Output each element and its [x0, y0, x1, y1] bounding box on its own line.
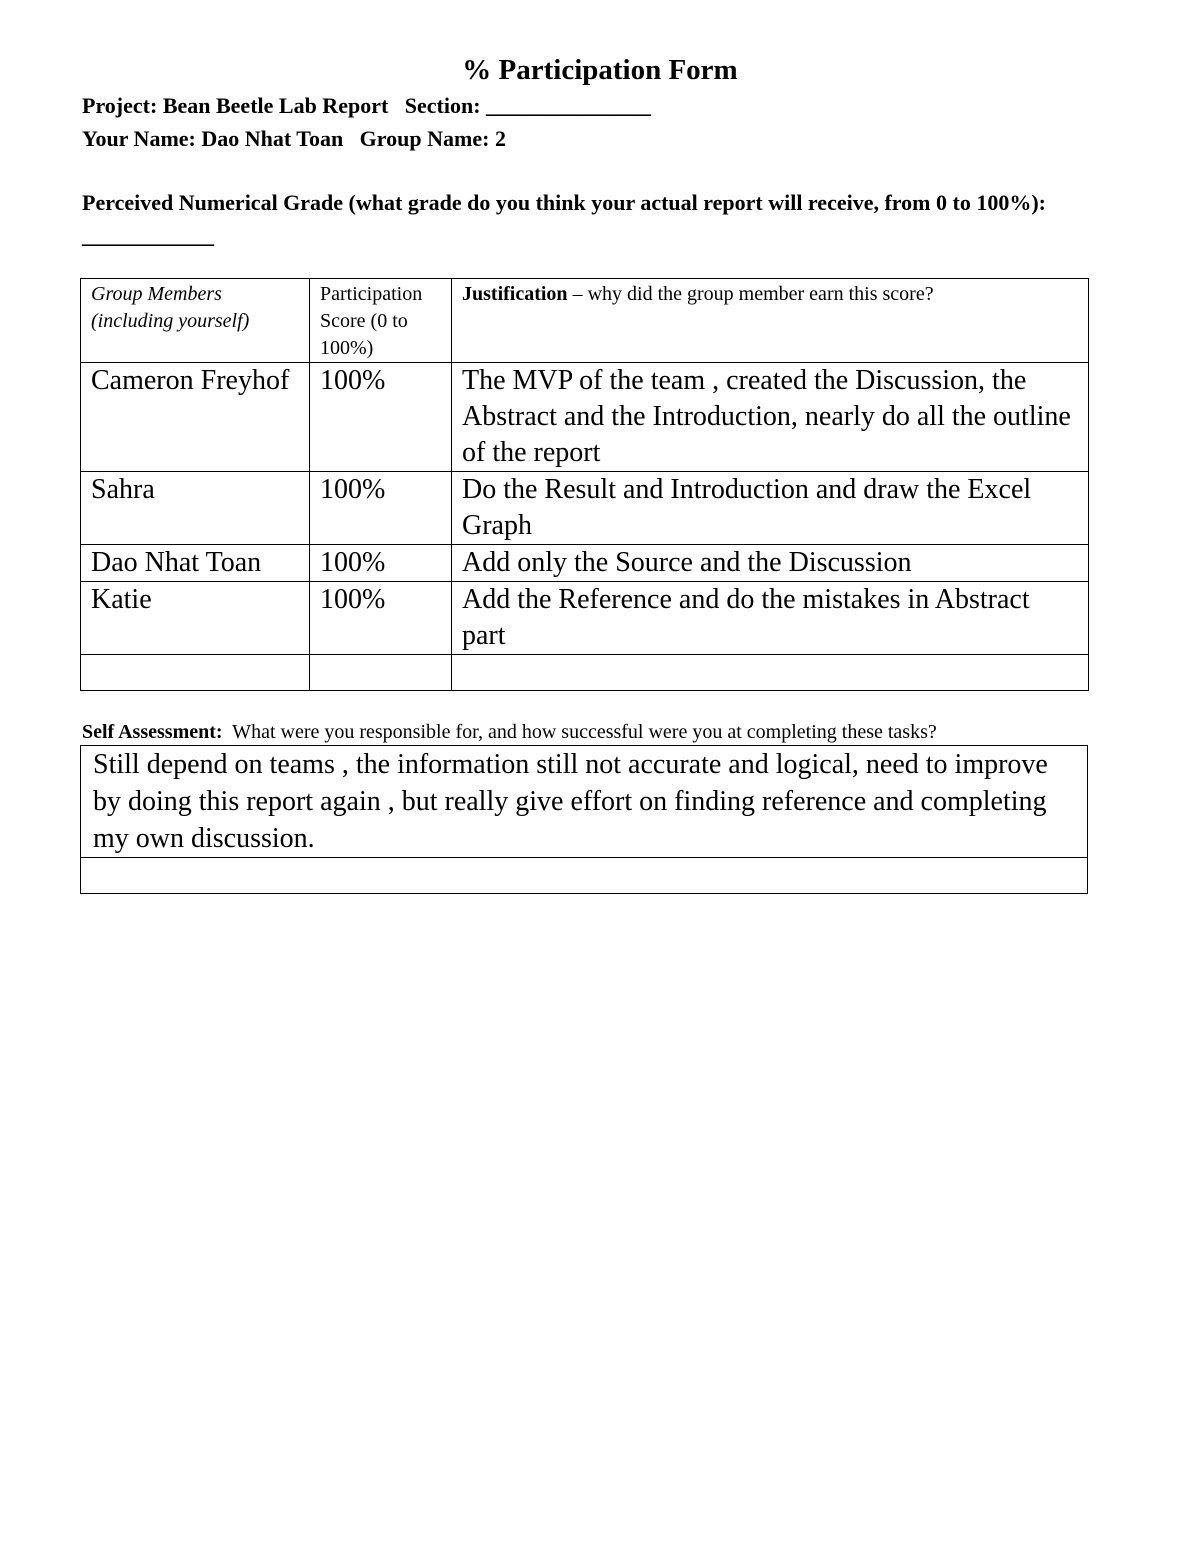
- self-assessment-prompt: [82, 719, 937, 745]
- empty-justification-cell[interactable]: [452, 655, 1089, 691]
- member-justification[interactable]: Add only the Source and the Discussion: [452, 545, 1089, 582]
- self-assessment-table: [80, 745, 1088, 894]
- form-title: % Participation Form: [462, 54, 738, 86]
- self-assessment-row-empty: [81, 858, 1088, 894]
- member-name[interactable]: Dao Nhat Toan: [81, 545, 310, 582]
- self-assessment-label: Self Assessment:: [82, 721, 223, 743]
- table-header-row: [81, 279, 1089, 363]
- self-assessment-empty-cell[interactable]: [81, 858, 1088, 894]
- table-row: [81, 545, 1089, 582]
- header-justification-question: – why did the group member earn this score?: [567, 283, 934, 305]
- empty-score-cell[interactable]: [310, 655, 452, 691]
- member-score[interactable]: 100%: [310, 363, 452, 472]
- empty-member-cell[interactable]: [81, 655, 310, 691]
- perceived-grade-line: Perceived Numerical Grade (what grade do you think your actual report will receive, from 0 to 100%): ____________: [82, 190, 1046, 248]
- member-name[interactable]: Cameron Freyhof: [81, 363, 310, 472]
- member-name[interactable]: Sahra: [81, 472, 310, 545]
- member-justification[interactable]: The MVP of the team , created the Discussion, the Abstract and the Introduction, nearly do all the outline of the report: [452, 363, 1089, 472]
- member-score[interactable]: 100%: [310, 582, 452, 655]
- project-line: Project: Bean Beetle Lab Report Section: _______________: [82, 93, 652, 118]
- header-participation-score: Participation Score (0 to 100%): [310, 279, 452, 363]
- table-row: [81, 472, 1089, 545]
- self-assessment-question: What were you responsible for, and how successful were you at completing these tasks?: [222, 721, 937, 743]
- self-assessment-answer[interactable]: Still depend on teams , the information still not accurate and logical, need to improve by doing this report again , but really give effort on finding reference and completing my own discussion.: [81, 746, 1088, 858]
- header-justification-label: Justification: [462, 283, 568, 305]
- header-group-members: Group Members (including yourself): [81, 279, 310, 363]
- participation-table: [80, 278, 1089, 691]
- table-row: [81, 582, 1089, 655]
- member-score[interactable]: 100%: [310, 472, 452, 545]
- name-line: Your Name: Dao Nhat Toan Group Name: 2: [82, 126, 506, 151]
- member-name[interactable]: Katie: [81, 582, 310, 655]
- member-justification[interactable]: Add the Reference and do the mistakes in Abstract part: [452, 582, 1089, 655]
- table-row-empty: [81, 655, 1089, 691]
- member-score[interactable]: 100%: [310, 545, 452, 582]
- member-justification[interactable]: Do the Result and Introduction and draw the Excel Graph: [452, 472, 1089, 545]
- self-assessment-row: [81, 746, 1088, 858]
- header-justification: [452, 279, 1089, 363]
- table-row: [81, 363, 1089, 472]
